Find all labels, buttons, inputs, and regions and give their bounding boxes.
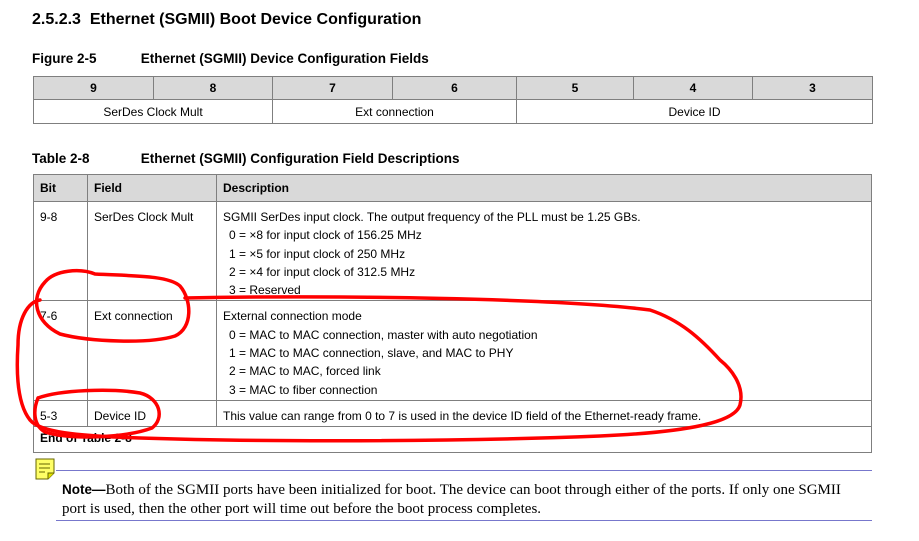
field-name: SerDes Clock Mult [88, 202, 217, 301]
option-value: 0 = MAC to MAC connection, master with auto negotiation [229, 327, 538, 342]
header-field: Field [88, 175, 217, 202]
bit-cell-7: 7 [273, 77, 393, 100]
end-of-table-label: End of Table 2-8 [34, 427, 872, 453]
header-bit: Bit [34, 175, 88, 202]
table-header-row [34, 175, 872, 202]
option-value: 2 = MAC to MAC, forced link [229, 364, 381, 379]
field-description [217, 202, 872, 301]
section-title-text: Ethernet (SGMII) Boot Device Configuration [89, 11, 422, 28]
description-text: This value can range from 0 to 7 is used in the device ID field of the Ethernet-ready frame. [223, 408, 702, 423]
field-description [217, 301, 872, 400]
option-value: 2 = ×4 for input clock of 312.5 MHz [229, 264, 416, 279]
figure-caption [32, 51, 429, 66]
note-rule-bottom [56, 520, 872, 521]
field-cell: SerDes Clock Mult [34, 100, 273, 124]
field-name: Device ID [88, 400, 217, 426]
note-icon [35, 458, 55, 480]
end-of-table-row [34, 427, 872, 453]
bit-cell-4: 4 [634, 77, 753, 100]
section-number: 2.5.2.3 [32, 11, 81, 28]
table-row [34, 400, 872, 426]
option-value: 0 = ×8 for input clock of 156.25 MHz [229, 228, 422, 243]
table-label: Table 2-8 [32, 151, 90, 166]
bit-cell-3: 3 [753, 77, 873, 100]
bit-header-row [34, 77, 873, 100]
table-row [34, 202, 872, 301]
bit-cell-8: 8 [154, 77, 273, 100]
header-description: Description [217, 175, 872, 202]
field-cell: Device ID [517, 100, 873, 124]
description-text: External connection mode [223, 309, 362, 324]
option-value: 3 = Reserved [229, 283, 301, 298]
bit-cell-9: 9 [34, 77, 154, 100]
section-title [32, 11, 421, 29]
option-value: 3 = MAC to fiber connection [229, 382, 378, 397]
option-value: 1 = MAC to MAC connection, slave, and MAC to PHY [229, 346, 514, 361]
note-paragraph [62, 480, 867, 519]
table-title: Ethernet (SGMII) Configuration Field Descriptions [140, 151, 460, 166]
table-row [34, 301, 872, 400]
field-descriptions-table [33, 174, 872, 453]
description-text: SGMII SerDes input clock. The output frequency of the PLL must be 1.25 GBs. [223, 210, 641, 224]
bit-range: 7-6 [34, 301, 88, 400]
figure-label: Figure 2-5 [32, 51, 97, 66]
note-text: Both of the SGMII ports have been initialized for boot. The device can boot through either of the ports. If only one SGMII port is used, then the other port will time out before the boot process completes. [62, 482, 841, 517]
field-cell: Ext connection [273, 100, 517, 124]
field-description [217, 400, 872, 426]
table-caption [32, 151, 460, 166]
figure-title: Ethernet (SGMII) Device Configuration Fields [140, 51, 429, 66]
note-rule-top [56, 470, 872, 471]
bit-cell-6: 6 [393, 77, 517, 100]
bit-range: 9-8 [34, 202, 88, 301]
config-fields-figure [33, 76, 873, 124]
bit-range: 5-3 [34, 400, 88, 426]
field-name: Ext connection [88, 301, 217, 400]
option-value: 1 = ×5 for input clock of 250 MHz [229, 246, 406, 261]
bit-cell-5: 5 [517, 77, 634, 100]
note-label: Note— [62, 482, 106, 497]
field-row [34, 100, 873, 124]
